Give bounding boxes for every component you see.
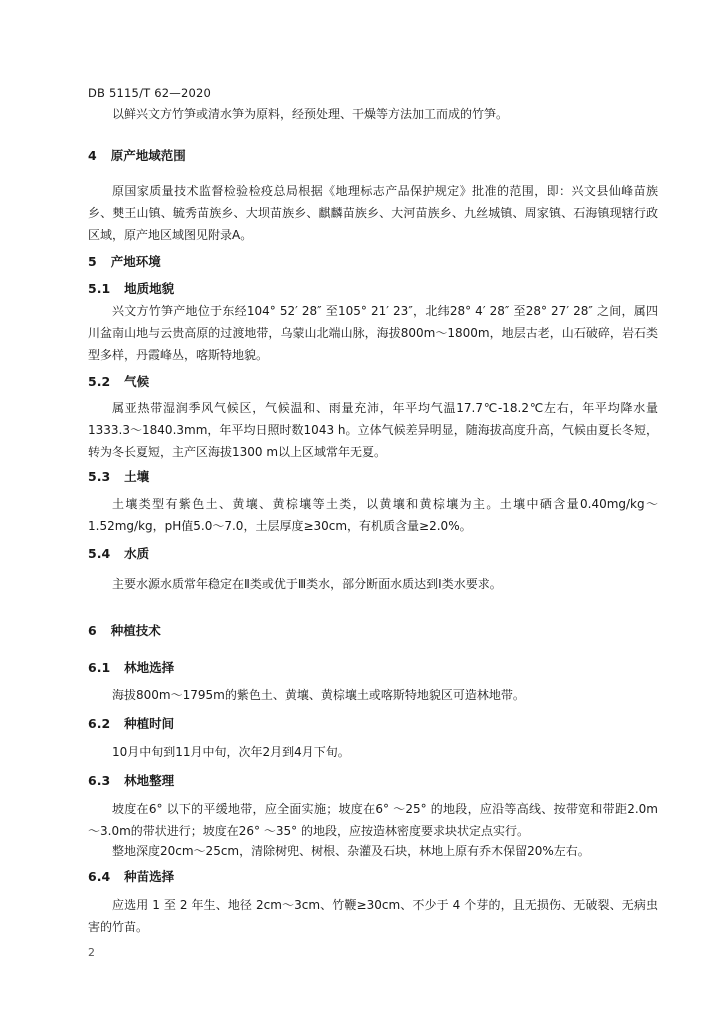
section-title: 林地整理 (124, 773, 175, 788)
section-number: 5.1 (88, 281, 111, 296)
standard-code: DB 5115/T 62—2020 (88, 86, 212, 100)
section-6-heading (88, 620, 658, 642)
section-number: 5 (88, 254, 97, 269)
section-number: 6.3 (88, 773, 111, 788)
section-title: 原产地域范围 (110, 148, 186, 163)
page-number: 2 (88, 946, 95, 959)
section-6-3-paragraph-1: 坡度在6° 以下的平缓地带，应全面实施；坡度在6° ～25° 的地段，应沿等高线、按带宽和带距2.0m～3.0m的带状进行；坡度在26° ～35° 的地段，应按造林密度要求块状定点实行。 (88, 802, 658, 838)
section-6-4-paragraph: 应选用 1 至 2 年生、地径 2cm～3cm、竹鞭≥30cm、不少于 4 个芽的，且无损伤、无破裂、无病虫害的竹苗。 (88, 898, 658, 934)
section-6-2-heading (88, 713, 658, 735)
section-number: 5.3 (88, 469, 111, 484)
section-title: 水质 (124, 546, 150, 561)
section-4-heading (88, 145, 658, 167)
section-6-1-paragraph: 海拔800m～1795m的紫色土、黄壤、黄棕壤土或喀斯特地貌区可造林地带。 (112, 688, 525, 702)
section-6-3-heading (88, 770, 658, 792)
section-title: 种植技术 (110, 623, 161, 638)
section-5-heading (88, 251, 658, 273)
section-title: 土壤 (124, 469, 150, 484)
section-number: 6.1 (88, 660, 111, 675)
section-number: 4 (88, 148, 97, 163)
section-title: 种植时间 (124, 716, 175, 731)
section-6-3-paragraph-2: 整地深度20cm～25cm，清除树兜、树根、杂灌及石块，林地上原有乔木保留20%左右。 (112, 844, 590, 858)
section-5-1-heading (88, 278, 658, 300)
section-number: 6.4 (88, 869, 111, 884)
section-5-1-paragraph: 兴文方竹笋产地位于东经104° 52′ 28″ 至105° 21′ 23″，北纬28° 4′ 28″ 至28° 27′ 28″ 之间，属四川盆南山地与云贵高原的过渡地带，乌蒙山北端山脉，海拔800m～1800m，地层古老，山石破碎，岩石类型多样，丹霞峰丛，喀斯特地貌。 (88, 304, 658, 362)
section-number: 6.2 (88, 716, 111, 731)
section-title: 产地环境 (110, 254, 161, 269)
section-6-2-paragraph: 10月中旬到11月中旬，次年2月到4月下旬。 (112, 745, 350, 759)
definition-paragraph: 以鲜兴文方竹笋或清水笋为原料，经预处理、干燥等方法加工而成的竹笋。 (112, 107, 509, 121)
section-6-4-heading (88, 866, 658, 888)
section-4-paragraph: 原国家质量技术监督检验检疫总局根据《地理标志产品保护规定》批准的范围，即：兴文县仙峰苗族乡、僰王山镇、毓秀苗族乡、大坝苗族乡、麒麟苗族乡、大河苗族乡、九丝城镇、周家镇、石海镇现辖行政区域，原产地区域图见附录A。 (88, 184, 658, 242)
section-title: 种苗选择 (124, 869, 175, 884)
section-5-4-paragraph: 主要水源水质常年稳定在Ⅱ类或优于Ⅲ类水，部分断面水质达到Ⅰ类水要求。 (112, 577, 502, 591)
section-6-1-heading (88, 657, 658, 679)
section-5-4-heading (88, 543, 658, 565)
section-number: 6 (88, 623, 97, 638)
section-number: 5.4 (88, 546, 111, 561)
section-5-2-heading (88, 371, 658, 393)
section-number: 5.2 (88, 374, 111, 389)
section-5-2-paragraph: 属亚热带湿润季风气候区，气候温和、雨量充沛，年平均气温17.7℃-18.2℃左右，年平均降水量1333.3～1840.3mm，年平均日照时数1043 h。立体气候差异明显，随海拔高度升高，气候由夏长冬短，转为冬长夏短，主产区海拔1300 m以上区域常年无夏。 (88, 401, 658, 459)
section-title: 地质地貌 (124, 281, 175, 296)
section-title: 气候 (124, 374, 150, 389)
section-5-3-paragraph: 土壤类型有紫色土、黄壤、黄棕壤等土类，以黄壤和黄棕壤为主。土壤中硒含量0.40mg/kg～1.52mg/kg，pH值5.0～7.0，土层厚度≥30cm，有机质含量≥2.0%。 (88, 497, 658, 533)
section-5-3-heading (88, 466, 658, 488)
section-title: 林地选择 (124, 660, 175, 675)
